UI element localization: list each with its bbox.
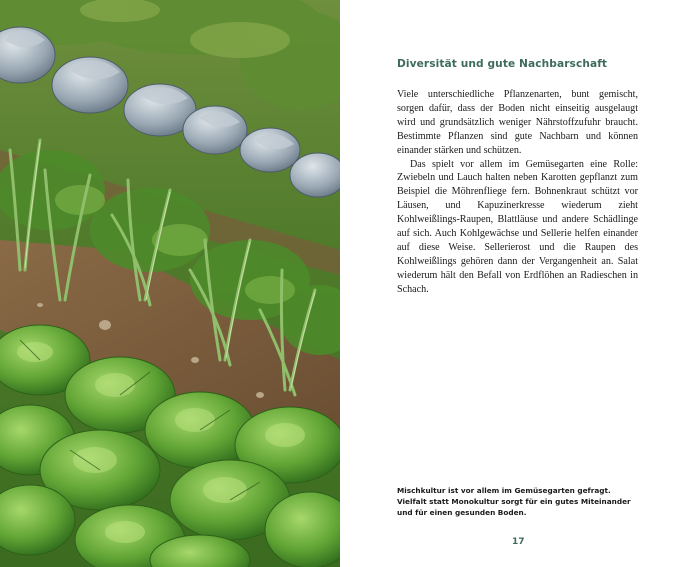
article-heading: Diversität und gute Nachbarschaft — [397, 58, 608, 70]
page-number: 17 — [512, 537, 525, 547]
article-column — [397, 58, 638, 297]
article-paragraph-2: Das spielt vor allem im Gemüsegarten eine Rolle: Zwiebeln und Lauch halten neben Karotten gepflanzt zum Beispiel die Möhrenfliege fern. Bohnenkraut schützt vor Läusen, und Kapuzinerkresse wiederum zieht Kohlweißlings-Raupen, Blattläuse und andere Schädlinge auf sich. Auch Kohlgewächse und Sellerie helfen einander auf diese Weise. Sellerierost und die Raupen des Kohlweißlings gehören dann der Vergangenheit an. Salat wiederum hält den Befall von Erdflöhen an Radieschen in Schach. — [397, 158, 638, 295]
photo-caption: Mischkultur ist vor allem im Gemüsegarten gefragt. Vielfalt statt Monokultur sorgt für ein gutes Miteinander und für einen gesunden Boden. — [397, 486, 631, 517]
article-paragraph-1: Viele unterschiedliche Pflanzenarten, bunt gemischt, sorgen dafür, dass der Boden nicht einseitig ausgelaugt wird und grundsätzlich weniger Nährstoffzufuhr braucht. Bestimmte Pflanzen sind gute Nachbarn und können einander stärken und schützen. — [397, 89, 638, 156]
article-body — [397, 88, 638, 297]
